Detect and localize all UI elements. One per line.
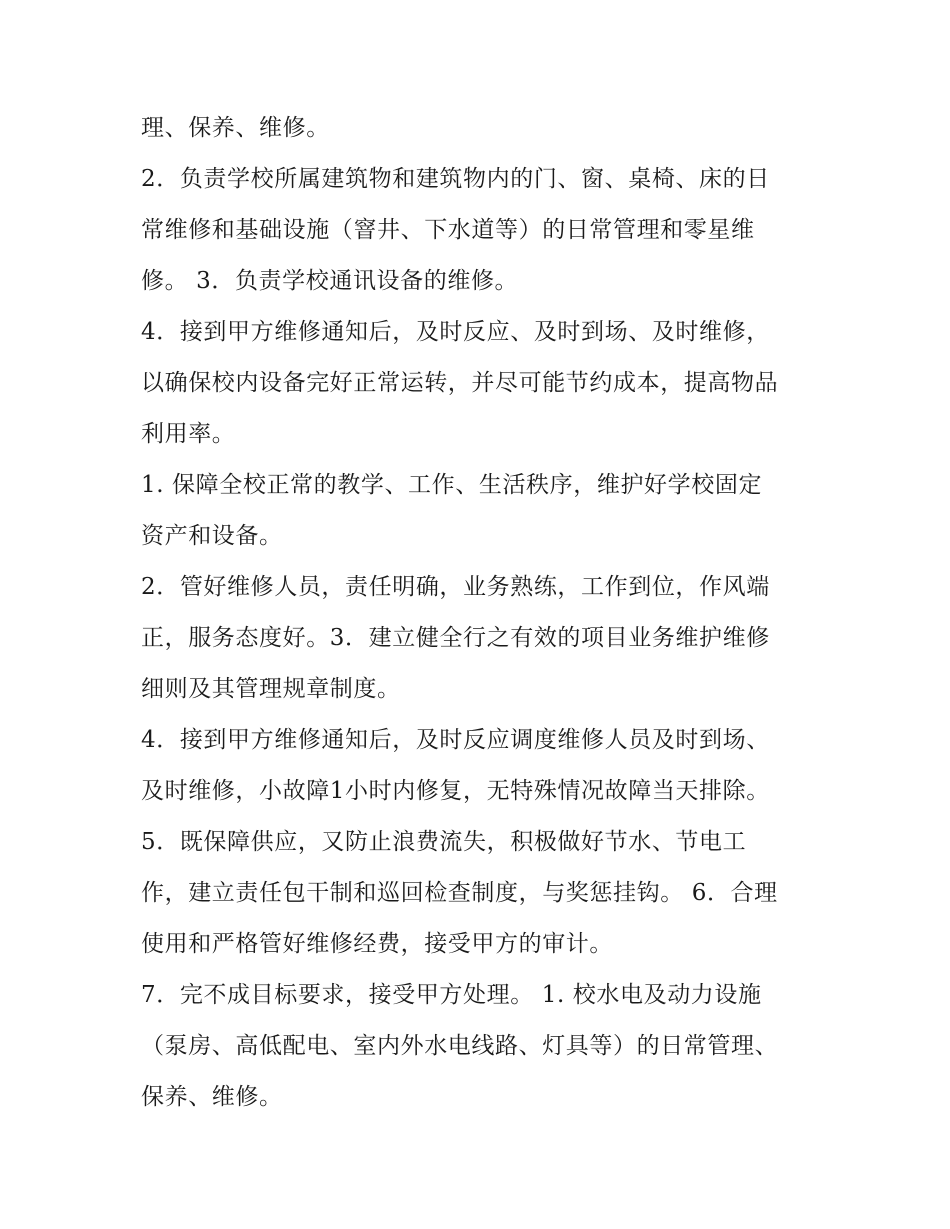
text-line: 4．接到甲方维修通知后，及时反应调度维修人员及时到场、 (141, 727, 770, 753)
text-line: 2．负责学校所属建筑物和建筑物内的门、窗、桌椅、床的日 (141, 166, 770, 192)
text-line: 2．管好维修人员，责任明确，业务熟练，工作到位，作风端 (141, 574, 770, 600)
text-line: 使用和严格管好维修经费，接受甲方的审计。 (141, 931, 613, 957)
text-line: 细则及其管理规章制度。 (141, 676, 401, 702)
text-line: 1. 保障全校正常的教学、工作、生活秩序，维护好学校固定 (141, 472, 763, 498)
text-line: 常维修和基础设施（窨井、下水道等）的日常管理和零星维 (141, 217, 755, 243)
text-line: 及时维修，小故障1小时内修复，无特殊情况故障当天排除。 (141, 778, 770, 804)
text-line: 修。 3．负责学校通讯设备的维修。 (141, 268, 519, 294)
document-body (141, 103, 821, 1123)
text-line: 利用率。 (141, 421, 236, 447)
text-line: 以确保校内设备完好正常运转，并尽可能节约成本，提高物品 (141, 370, 779, 396)
text-line: 7．完不成目标要求，接受甲方处理。 1. 校水电及动力设施 (141, 982, 762, 1008)
text-line: （泵房、高低配电、室内外水电线路、灯具等）的日常管理、 (141, 1033, 779, 1059)
text-line: 作，建立责任包干制和巡回检查制度，与奖惩挂钩。 6．合理 (141, 880, 778, 906)
text-line: 正，服务态度好。3．建立健全行之有效的项目业务维护维修 (141, 625, 770, 651)
text-line: 保养、维修。 (141, 1084, 283, 1110)
text-line: 理、保养、维修。 (141, 115, 330, 141)
text-line: 5．既保障供应，又防止浪费流失，积极做好节水、节电工 (141, 829, 747, 855)
text-line: 资产和设备。 (141, 523, 283, 549)
text-line: 4．接到甲方维修通知后，及时反应、及时到场、及时维修， (141, 319, 770, 345)
